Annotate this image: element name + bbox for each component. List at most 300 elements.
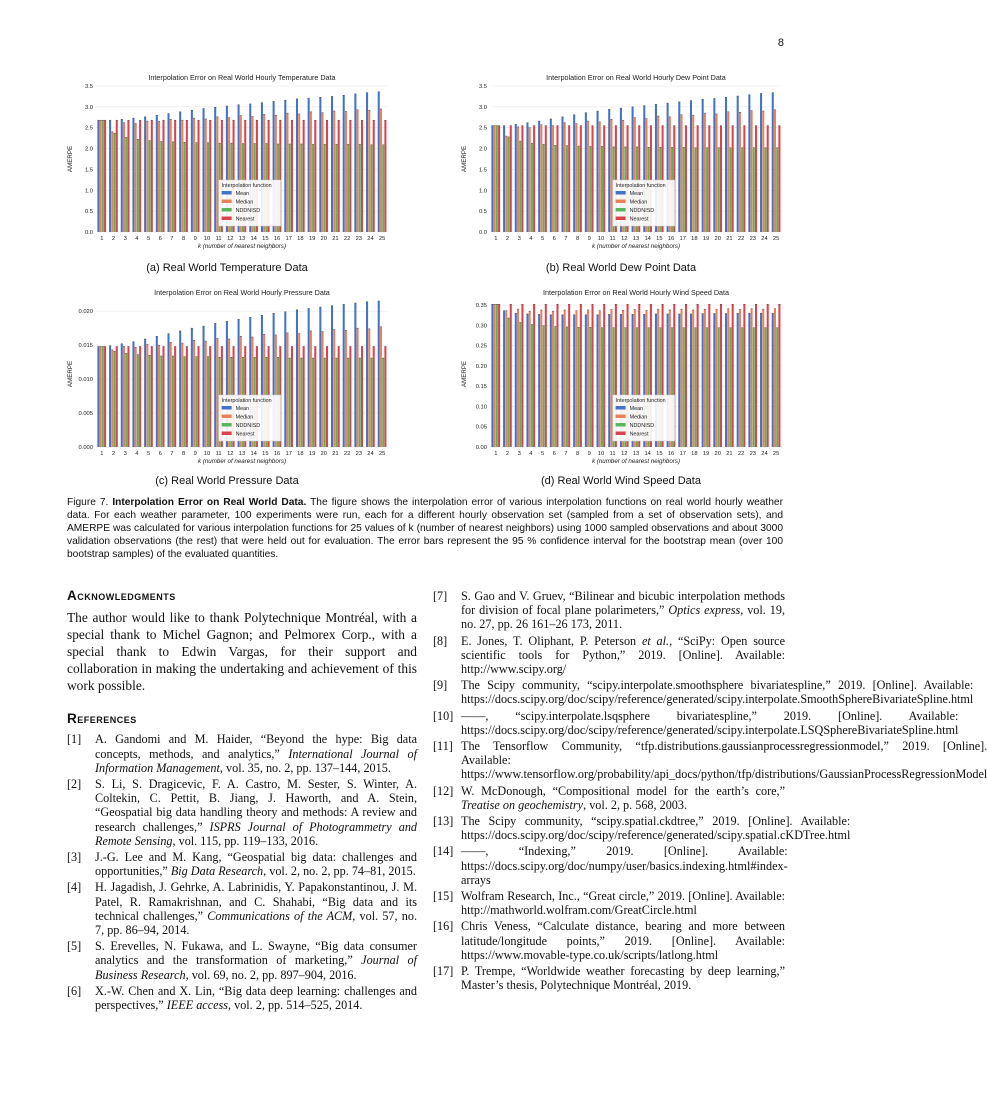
bar-nddnisd [764,148,766,232]
x-tick-label: 8 [575,236,580,242]
reference-number: [13] [433,814,454,829]
y-tick-label: 2.0 [478,146,487,153]
x-tick-label: 3 [123,451,127,457]
y-tick-label: 0.25 [475,343,487,350]
bar-nearest [755,126,757,232]
bar-mean [354,94,356,232]
bar-median [123,346,125,447]
bar-nddnisd [137,139,139,232]
bar-nddnisd [543,144,545,232]
x-tick-label: 11 [215,236,222,242]
y-tick-label: 0.5 [478,209,487,216]
y-tick-label: 3.5 [478,84,487,90]
bar-median [100,120,102,232]
x-tick-label: 3 [123,236,127,242]
legend-swatch [222,415,232,419]
bar-median [552,126,554,232]
bar-nddnisd [718,148,720,232]
references-heading: References [67,711,137,727]
bar-nearest [127,120,129,232]
page-number: 8 [777,37,784,49]
bar-nearest [373,346,375,447]
bar-mean [214,323,216,447]
bar-nearest [209,346,211,447]
reference-number: [4] [67,880,82,895]
bar-mean [354,303,356,447]
chart-pressure [62,287,392,472]
x-tick-label: 9 [193,451,197,457]
x-tick-label: 17 [285,236,292,242]
bar-mean [713,314,715,447]
bar-nddnisd [706,148,708,232]
x-tick-label: 16 [667,451,675,457]
bar-nearest [361,346,363,447]
x-tick-label: 13 [238,451,246,457]
chart-title: Interpolation Error on Real World Hourly Dew Point Data [546,73,726,82]
bar-nddnisd [149,355,151,447]
x-tick-label: 11 [215,451,222,457]
bar-median [158,121,160,232]
reference-item [67,984,417,1012]
bar-nearest [545,126,547,232]
bar-nearest [533,304,535,447]
bar-mean [597,111,599,232]
bar-median [529,128,531,232]
bar-mean [319,307,321,447]
legend-entry: Mean [235,191,250,197]
x-tick-label: 10 [203,236,211,242]
bar-median [575,124,577,232]
bar-median [368,110,370,232]
x-tick-label: 25 [772,236,780,242]
bar-nearest [361,120,363,232]
x-tick-label: 21 [332,451,339,457]
bar-nearest [186,120,188,232]
bar-mean [343,95,345,232]
bar-median [517,309,519,447]
bar-mean [515,313,517,447]
reference-number: [9] [433,678,448,693]
bar-median [146,344,148,447]
legend-entry: Mean [629,191,644,197]
bar-nearest [303,346,305,447]
legend-entry: Mean [629,406,644,412]
bar-nddnisd [289,144,291,232]
references-list-right [433,589,987,993]
reference-number: [2] [67,777,82,792]
x-tick-label: 17 [679,451,686,457]
bar-mean [702,99,704,232]
x-tick-label: 10 [597,451,605,457]
bar-nddnisd [554,145,556,232]
y-tick-label: 2.0 [84,146,93,153]
bar-median [380,109,382,232]
x-tick-label: 14 [644,451,651,457]
bar-mean [597,315,599,447]
bar-nddnisd [382,358,384,447]
bar-mean [573,315,575,447]
bar-nddnisd [683,328,685,447]
bar-mean [121,119,123,232]
reference-text: S. Erevelles, N. Fukawa, and L. Swayne, “Big data consumer analytics and the transformation of marketing,” Journal of Business Research, vol. 69, no. 2, pp. 897–904, 2016. [95,939,417,982]
bar-nddnisd [149,141,151,232]
bar-nearest [591,304,593,447]
bar-nddnisd [718,328,720,447]
x-tick-label: 15 [262,236,269,242]
y-tick-label: 0.015 [78,343,93,350]
y-tick-label: 0.5 [84,209,93,216]
y-tick-label: 0.10 [475,404,487,411]
bar-nearest [116,346,118,447]
y-tick-label: 0.15 [475,384,487,391]
bar-mean [748,95,750,232]
y-tick-label: 3.5 [84,84,93,90]
bar-nddnisd [347,358,349,447]
x-tick-label: 23 [355,451,363,457]
x-tick-label: 21 [332,236,339,242]
x-tick-label: 16 [273,236,281,242]
y-tick-label: 1.5 [478,167,487,174]
x-tick-label: 12 [621,236,628,242]
chart-title: Interpolation Error on Real World Hourly Temperature Data [148,73,336,82]
reference-item [433,678,974,707]
legend-swatch [616,423,626,427]
bar-median [774,110,776,232]
bar-median [216,117,218,232]
bar-mean [526,123,528,232]
bar-mean [366,302,368,447]
bar-mean [144,117,146,232]
bar-nddnisd [753,148,755,232]
bar-median [158,345,160,447]
bar-median [762,309,764,447]
bar-mean [366,93,368,232]
legend-title: Interpolation function [221,183,272,189]
y-tick-label: 0.020 [78,309,93,316]
y-tick-label: 0.010 [78,377,93,384]
chart-dew-point [456,72,786,257]
legend-title: Interpolation function [221,398,272,404]
y-tick-label: 0.30 [475,323,487,330]
bar-median [333,330,335,447]
reference-item [433,889,785,917]
reference-item [433,814,851,843]
legend-entry: Mean [235,406,250,412]
bar-median [564,310,566,447]
reference-text: S. Gao and V. Gruev, “Bilinear and bicubic interpolation methods for division of focal plane polarimeters,” Optics express, vol. 19, no. 27, pp. 26 161–26 173, 2011. [461,589,786,632]
bar-nddnisd [195,357,197,447]
subcaption-d: (d) Real World Wind Speed Data [541,475,701,487]
subcaption-a: (a) Real World Temperature Data [146,262,308,274]
y-tick-label: 0.000 [78,445,93,451]
x-tick-label: 18 [691,236,698,242]
bar-nearest [186,346,188,447]
bar-mean [702,314,704,447]
bar-mean [121,344,123,447]
bar-mean [132,342,134,447]
bar-nearest [373,120,375,232]
bar-nearest [533,126,535,232]
bar-mean [156,336,158,447]
bar-nearest [755,304,757,447]
bar-nearest [127,346,129,447]
y-axis-label: AMERPE [67,360,74,388]
bar-nddnisd [601,146,603,232]
bar-mean [561,117,563,232]
x-tick-label: 6 [552,236,556,242]
legend-swatch [222,432,232,436]
bar-nddnisd [496,304,498,447]
bar-nddnisd [335,358,337,447]
bar-median [739,112,741,232]
bar-median [205,341,207,447]
bar-median [357,328,359,447]
x-tick-label: 4 [135,236,139,242]
bar-nearest [104,346,106,447]
reference-text: ——, “Indexing,” 2019. [Online]. Available: https://docs.scipy.org/doc/numpy/user/basics.indexing.html#index-arrays [461,844,788,887]
y-tick-label: 0.05 [475,424,487,431]
x-tick-label: 11 [609,451,616,457]
bar-median [774,309,776,447]
chart-temperature [62,72,392,257]
bar-nearest [732,304,734,447]
bar-median [587,310,589,447]
legend-swatch [616,191,626,195]
bar-nddnisd [160,356,162,447]
x-tick-label: 2 [505,451,510,457]
reference-text: W. McDonough, “Compositional model for the earth’s core,” Treatise on geochemistry, vol. 2, p. 568, 2003. [461,783,785,812]
chart-wind-speed [456,287,786,472]
bar-mean [167,114,169,232]
bar-nearest [303,120,305,232]
legend-swatch [616,415,626,419]
bar-mean [491,304,493,447]
bar-nearest [510,304,512,447]
x-axis-label: k (number of nearest neighbors) [197,458,287,465]
bar-nearest [151,120,153,232]
reference-item [433,964,785,992]
legend-swatch [616,200,626,204]
reference-item [433,844,788,887]
bar-mean [97,346,99,447]
bar-median [704,113,706,232]
legend-swatch [616,217,626,221]
y-tick-label: 2.5 [84,125,93,132]
reference-text: H. Jagadish, J. Gehrke, A. Labrinidis, Y. Papakonstantinou, J. M. Patel, R. Ramakrishnan, and C. Shahabi, “Big data and its technical challenges,” Communications of the ACM, vol. 57, no. 7, pp. 86–94, 2014. [95,880,417,938]
x-tick-label: 9 [587,451,591,457]
bar-nddnisd [184,357,186,447]
x-tick-label: 4 [529,451,533,457]
bar-median [727,112,729,232]
right-column [433,589,987,994]
x-tick-label: 24 [761,236,768,242]
x-tick-label: 20 [320,236,327,242]
bar-median [322,332,324,447]
bar-median [751,309,753,447]
bar-median [135,347,137,447]
bar-mean [296,310,298,447]
x-tick-label: 8 [181,451,186,457]
x-tick-label: 20 [320,451,327,457]
bar-nearest [556,304,558,447]
x-tick-label: 14 [250,451,257,457]
x-tick-label: 13 [632,236,640,242]
bar-nearest [162,120,164,232]
y-tick-label: 1.0 [84,188,93,195]
bar-median [751,111,753,232]
reference-item [67,850,417,878]
x-tick-label: 25 [378,451,386,457]
reference-number: [7] [433,589,448,603]
bar-nddnisd [729,328,731,447]
bar-nddnisd [102,120,104,232]
subcaption-b: (b) Real World Dew Point Data [545,262,697,274]
bar-nearest [720,304,722,447]
y-tick-label: 3.0 [84,104,93,111]
bar-nddnisd [531,143,533,232]
bar-nddnisd [694,328,696,447]
bar-mean [191,328,193,447]
legend-entry: Nearest [629,431,649,438]
bar-mean [191,110,193,232]
bar-median [193,118,195,232]
y-axis-label: AMERPE [461,360,468,388]
bar-nearest [174,120,176,232]
bar-nearest [338,120,340,232]
bar-mean [308,98,310,232]
y-tick-label: 3.0 [478,104,487,111]
bar-nddnisd [289,358,291,447]
bar-mean [378,301,380,447]
bar-nddnisd [741,148,743,232]
bar-mean [132,118,134,232]
bar-median [540,310,542,447]
bar-nearest [209,120,211,232]
reference-item [433,589,785,632]
x-tick-label: 19 [702,451,710,457]
x-tick-label: 1 [100,451,104,457]
bar-nearest [174,346,176,447]
y-tick-label: 1.0 [478,188,487,195]
bar-nddnisd [508,137,510,232]
bar-mean [331,96,333,232]
x-tick-label: 14 [644,236,651,242]
legend-entry: NDDNISD [629,208,655,214]
bar-mean [179,112,181,232]
x-tick-label: 4 [135,451,139,457]
bar-nearest [767,304,769,447]
bar-mean [503,311,505,447]
bar-median [345,111,347,232]
x-tick-label: 17 [679,236,686,242]
reference-item [433,739,987,782]
x-tick-label: 22 [343,451,351,457]
reference-number: [6] [67,983,82,998]
x-tick-label: 7 [564,236,568,242]
bar-mean [772,93,774,232]
bar-median [368,329,370,447]
bar-nddnisd [300,358,302,447]
bar-nearest [603,304,605,447]
bar-nddnisd [114,133,116,232]
bar-nddnisd [589,146,591,232]
bar-median [692,310,694,447]
bar-mean [737,96,739,232]
legend-swatch [616,432,626,436]
reference-number: [14] [433,844,454,859]
bar-mean [284,100,286,232]
bar-nearest [197,346,199,447]
bar-median [681,115,683,232]
reference-text: ——, “scipy.interpolate.lsqsphere bivariatespline,” 2019. [Online]. Available: https://docs.scipy.org/doc/scipy/reference/generated/scipy.interpolate.LSQSphereBivariateSpline.html [461,708,959,737]
bar-median [170,342,172,447]
x-tick-label: 5 [540,451,545,457]
bar-nearest [291,346,293,447]
bar-mean [331,306,333,447]
bar-mean [690,314,692,447]
x-tick-label: 6 [158,236,162,242]
bar-nearest [326,346,328,447]
reference-number: [10] [433,708,454,723]
bar-median [310,331,312,447]
bar-nearest [349,120,351,232]
bar-mean [748,313,750,447]
y-tick-label: 0.0 [84,230,93,236]
x-tick-label: 15 [262,451,269,457]
x-tick-label: 3 [517,236,521,242]
bar-nearest [685,126,687,232]
reference-item [433,634,785,677]
bar-nearest [162,346,164,447]
bar-nddnisd [589,327,591,447]
bar-nearest [151,346,153,447]
bar-nddnisd [195,143,197,232]
legend-swatch [222,423,232,427]
bar-nddnisd [519,322,521,447]
bar-mean [690,101,692,232]
bar-nddnisd [370,145,372,232]
bar-median [517,127,519,232]
legend-entry: Median [629,199,648,206]
x-tick-label: 19 [702,236,710,242]
bar-nearest [732,126,734,232]
figure-label: Figure 7. [67,497,113,508]
bar-mean [343,304,345,447]
bar-median [540,125,542,232]
bar-median [692,115,694,232]
bar-mean [772,313,774,447]
x-tick-label: 23 [749,236,757,242]
bar-nddnisd [776,148,778,232]
x-tick-label: 15 [656,451,663,457]
legend-swatch [616,208,626,212]
x-tick-label: 2 [505,236,510,242]
bar-nearest [708,126,710,232]
bar-nearest [697,304,699,447]
bar-median [287,113,289,232]
x-tick-label: 24 [367,451,374,457]
bar-nddnisd [741,328,743,447]
bar-nddnisd [347,144,349,232]
reference-text: S. Li, S. Dragicevic, F. A. Castro, M. Sester, S. Winter, A. Coltekin, C. Pettit, B. Jiang, J. Haworth, and A. Stein, “Geospatial big data handling theory and methods: A review and research challenges,” ISPRS Journal of Photogrammetry and Remote Sensing, vol. 115, pp. 119–133, 2016. [95,777,418,848]
bar-mean [203,326,205,447]
bar-mean [550,119,552,232]
reference-text: A. Gandomi and M. Haider, “Beyond the hype: Big data concepts, methods, and analytics,” International Journal of Information Management, vol. 35, no. 2, pp. 137–144, 2015. [95,732,417,775]
bar-median [610,119,612,232]
legend-swatch [222,208,232,212]
bar-nearest [291,120,293,232]
x-tick-label: 24 [761,451,768,457]
